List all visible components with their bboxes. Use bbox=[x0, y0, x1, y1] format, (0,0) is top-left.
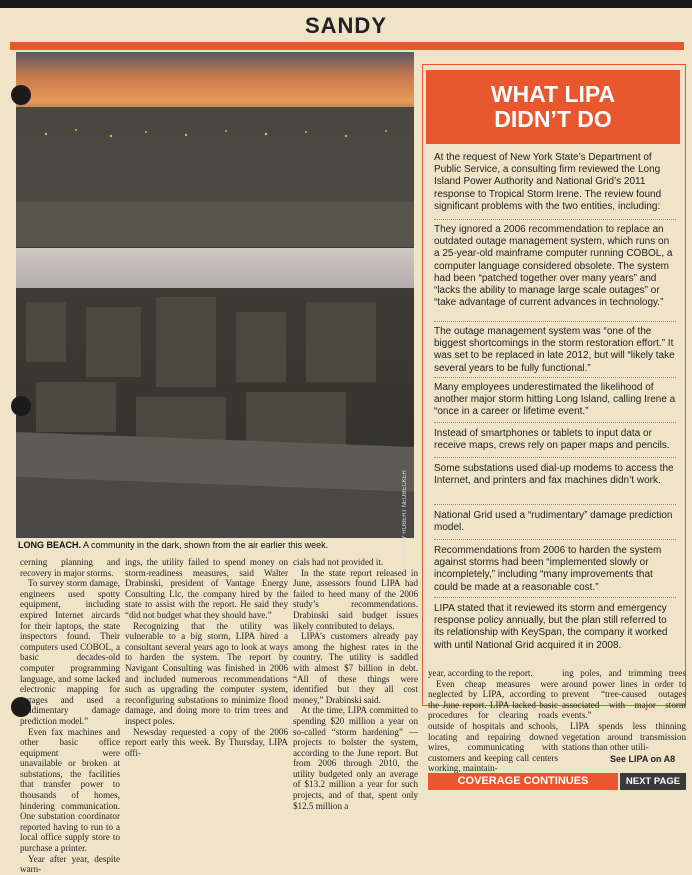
article-paragraph: At the time, LIPA committed to spending $20 million a year on so-called “storm hardening” — projects to bolster the system, according to the June report. But from 2006 through 2010, the utility budgeted only an average of $13.2 million a year for such projects, and of that, spent only $12.5 million a bbox=[293, 705, 418, 811]
article-paragraph: Even cheap measures were neglected by LIPA, according to the June report. LIPA lacked basic procedures for clearing roads outside of hospitals and schools, locating and repairing downed wires, communicating with customers and keeping call centers working, maintain- bbox=[428, 678, 558, 774]
sidebar-divider bbox=[434, 422, 676, 423]
sidebar-item: They ignored a 2006 recommendation to replace an outdated outage management system, which runs on a 25-year-old mainframe computer running COBOL, a computer language considered obsolete. The system had been “patched together over many years” and “lacks the ability to manage large scale outages” or “take advantage of current advances in technology.” bbox=[434, 224, 673, 309]
sidebar-item: Instead of smartphones or tablets to input data or receive maps, crews rely on paper maps and pencils. bbox=[434, 428, 670, 452]
article-paragraph: year, according to the report. bbox=[428, 668, 533, 678]
sidebar-item: Many employees underestimated the likelihood of another major storm hitting Long Island, calling Irene a “once in a career or lifetime event.” bbox=[434, 382, 676, 418]
sidebar-item: The outage management system was “one of the biggest shortcomings in the storm restoration effort.” It was set to be replaced in late 2012, but will “likely take several years to be fully functional.” bbox=[434, 326, 675, 374]
sidebar-title-line-1: WHAT LIPA bbox=[490, 81, 616, 107]
photo-credit: PHOTO BY ROBERT NEUBECKER bbox=[402, 470, 408, 567]
caption-lead: LONG BEACH. bbox=[18, 540, 81, 550]
sidebar-divider bbox=[434, 597, 676, 598]
sidebar-item: National Grid used a “rudimentary” damage prediction model. bbox=[434, 510, 673, 534]
article-column-2 bbox=[125, 557, 288, 797]
sidebar-divider bbox=[434, 457, 676, 458]
sidebar-item: LIPA stated that it reviewed its storm and emergency response policy annually, but the plan still referred to its relationship with KeySpan, the company it worked with until National Grid acquired it in 2008. bbox=[434, 603, 668, 651]
article-column-5 bbox=[562, 668, 686, 753]
section-header: SANDY bbox=[304, 13, 387, 38]
article-paragraph: Recognizing that the utility was vulnerable to a big storm, LIPA hired a consultant several years ago to look at ways to harden the system. The report by Navigant Consulting was finished in 2006 and included numerous recommendations such as upgrading the computer system, reconfiguring substations to minimize flood damage, and doing more to trim trees and inspect poles. bbox=[125, 620, 288, 726]
article-paragraph: cials had not provided it. bbox=[293, 557, 384, 567]
binder-hole bbox=[11, 396, 31, 416]
section-rule bbox=[10, 42, 684, 50]
sidebar-title-line-2: DIDN’T DO bbox=[494, 106, 612, 132]
jump-reference: See LIPA on A8 bbox=[610, 754, 676, 764]
article-paragraph: Newsday requested a copy of the 2006 report early this week. By Thursday, LIPA offi- bbox=[125, 726, 288, 758]
aerial-photo bbox=[16, 52, 414, 538]
aerial-photo-image bbox=[16, 52, 414, 538]
sidebar-divider bbox=[434, 539, 676, 540]
sidebar-title bbox=[426, 70, 680, 144]
article-paragraph: ing poles, and trimming trees around power lines in order to prevent “tree-caused outages associated with major storm events.” bbox=[562, 668, 686, 721]
coverage-continues-banner: COVERAGE CONTINUES bbox=[428, 773, 618, 790]
sidebar-item: Recommendations from 2006 to harden the system against storms had been “implemented slowly or incompletely,” including “many improvements that could be made at a reasonable cost.” bbox=[434, 545, 662, 593]
article-column-4 bbox=[428, 668, 558, 774]
article-paragraph: cerning planning and recovery in major storms. bbox=[20, 557, 120, 578]
sidebar-divider bbox=[434, 504, 676, 505]
article-paragraph: Even fax machines and other basic office equipment were unavailable or broken at substations, the facilities that transfer power to thousands of homes, hindering communication. One substation coordinator reported having to run to a local office supply store to purchase a printer. bbox=[20, 726, 120, 854]
binder-hole bbox=[11, 85, 31, 105]
photo-caption bbox=[18, 539, 414, 551]
article-paragraph: LIPA spends less thinning vegetation around transmission stations than other utili- bbox=[562, 720, 686, 753]
next-page-banner: NEXT PAGE bbox=[620, 773, 686, 790]
article-paragraph: To survey storm damage, engineers used spotty equipment, including expired Internet aircards for their laptops, the state inspectors found. Their computers used COBOL, a basic decades-old computer programming language, and some lacked electronic mapping for outages and used a “rudimentary damage prediction model.” bbox=[20, 578, 120, 726]
article-paragraph: ings, the utility failed to spend money on storm-readiness measures, said Walter Drabinski, president of Vantage Energy Consulting Llc, the company hired by the state to assist with the report. He said they “did not budget what they should have.” bbox=[125, 557, 288, 620]
sidebar-divider bbox=[434, 377, 676, 378]
article-column-3 bbox=[293, 557, 418, 811]
article-column-1 bbox=[20, 557, 120, 875]
caption-text: A community in the dark, shown from the air earlier this week. bbox=[81, 540, 329, 550]
top-border bbox=[0, 0, 692, 8]
sidebar-intro: At the request of New York State’s Department of Public Service, a consulting firm reviewed the Long Island Power Authority and National Grid’s 2011 response to Tropical Storm Irene. The review found significant problems with the two entities, including: bbox=[434, 152, 662, 212]
sidebar-divider bbox=[434, 321, 676, 322]
article-paragraph: In the state report released in June, assessors found LIPA had failed to heed many of the 2006 study’s recommendations. Drabinski said budget issues likely contributed to delays. bbox=[293, 567, 418, 631]
sidebar-item: Some substations used dial-up modems to access the Internet, and printers and fax machines didn’t work. bbox=[434, 463, 674, 487]
article-paragraph: Year after year, despite warn- bbox=[20, 853, 120, 875]
article-paragraph: LIPA’s customers already pay among the highest rates in the country. The utility is saddled with almost $7 billion in debt. “All of these things were identified but they all cost money,” Drabinski said. bbox=[293, 631, 418, 705]
sidebar-divider bbox=[434, 219, 676, 220]
